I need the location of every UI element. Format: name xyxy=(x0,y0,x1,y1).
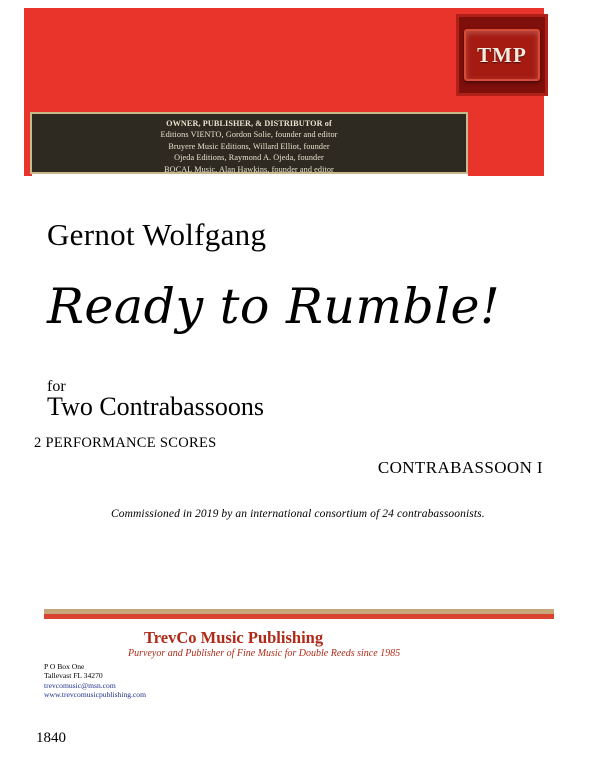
publisher-name: TrevCo Music Publishing xyxy=(144,628,324,647)
address-line: P O Box One xyxy=(44,662,85,671)
score-count: 2 PERFORMANCE SCORES xyxy=(34,435,217,451)
catalog-number: 1840 xyxy=(36,730,66,746)
publisher-logo xyxy=(456,14,548,96)
footer-rule-red xyxy=(44,614,554,619)
email-link[interactable]: trevcomusic@msn.com xyxy=(44,680,116,690)
publisher-imprints-bar xyxy=(30,112,468,174)
imprint-line: OWNER, PUBLISHER, & DISTRIBUTOR of xyxy=(166,119,332,128)
composer-name: Gernot Wolfgang xyxy=(47,217,267,252)
imprint-line: Bruyere Music Editions, Willard Elliot, founder xyxy=(168,141,330,151)
publisher-address xyxy=(44,662,146,700)
imprint-line: BOCAL Music, Alan Hawkins, founder and editor xyxy=(164,164,334,174)
publisher-logo-text: TMP xyxy=(477,42,527,67)
banner-right-edge xyxy=(468,118,544,176)
imprint-line: Ojeda Editions, Raymond A. Ojeda, founder xyxy=(174,153,324,163)
address-line: Tallevast FL 34270 xyxy=(44,671,103,681)
for-label: for xyxy=(47,378,66,395)
instrumentation: Two Contrabassoons xyxy=(47,392,265,421)
commission-note: Commissioned in 2019 by an international consortium of 24 contrabassoonists. xyxy=(111,508,485,520)
work-title: Ready to Rumble! xyxy=(47,278,501,335)
part-name: CONTRABASSOON I xyxy=(377,458,543,477)
publisher-tagline: Purveyor and Publisher of Fine Music for Double Reeds since 1985 xyxy=(128,648,401,659)
imprint-line: Editions VIENTO, Gordon Solie, founder and editor xyxy=(160,130,338,140)
website-link[interactable]: www.trevcomusicpublishing.com xyxy=(44,690,147,700)
